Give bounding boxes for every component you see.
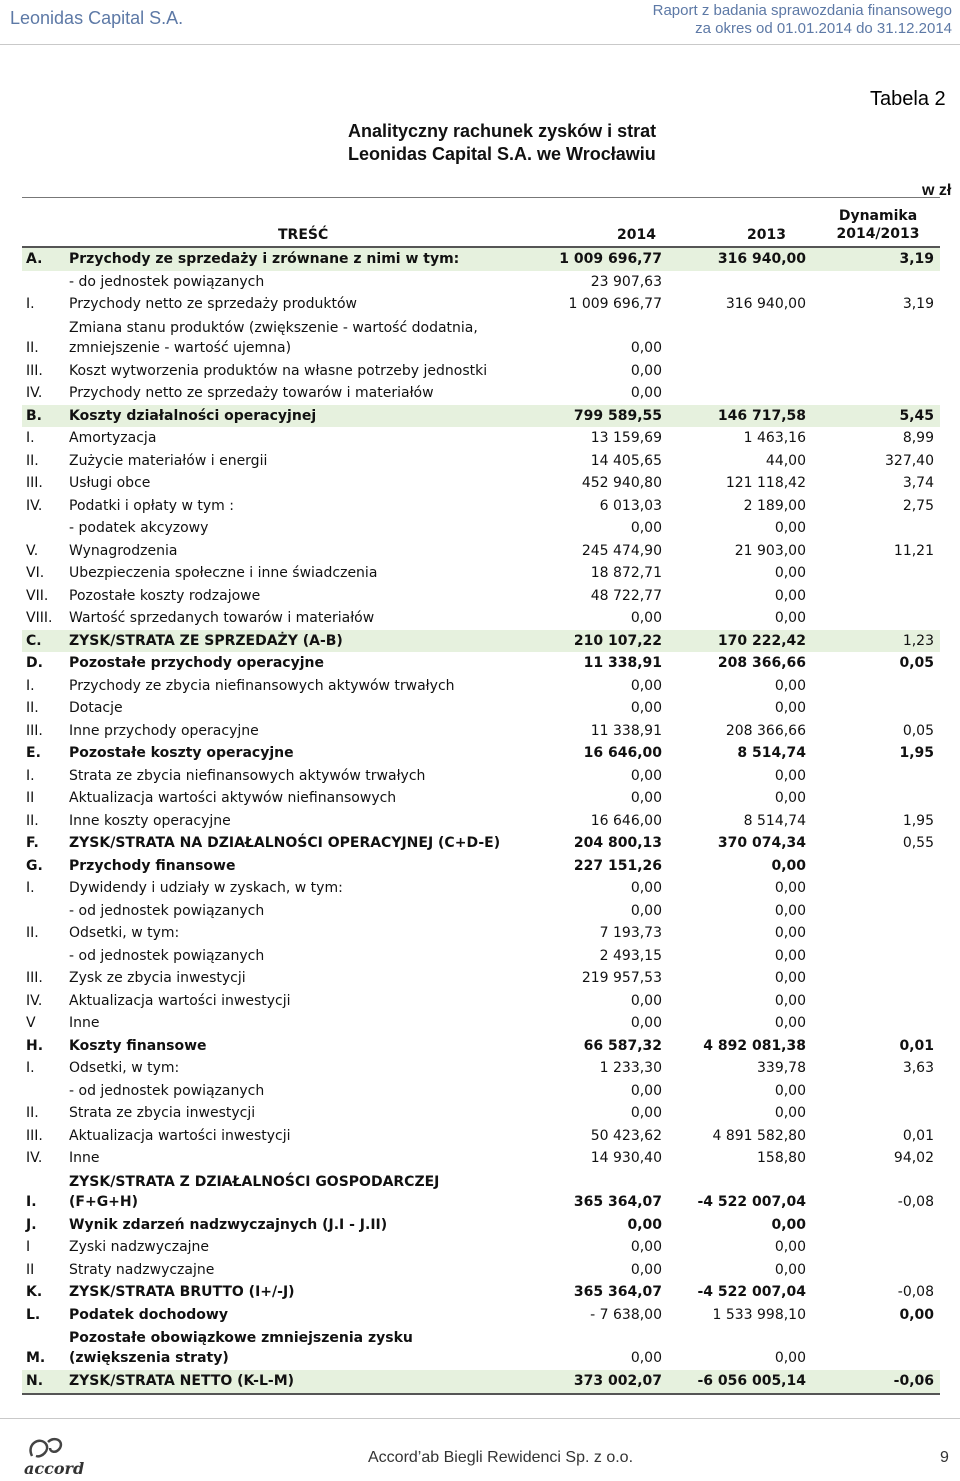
value-2014: 13 159,69 [590,430,662,446]
row-label: Przychody netto ze sprzedaży towarów i materiałów [69,385,434,401]
row-number: G. [26,857,43,874]
row-number: I. [26,430,35,446]
row-number: I. [26,1060,35,1076]
value-2014: 365 364,07 [573,1193,662,1210]
value-2013: 0,00 [774,1239,806,1255]
value-2013: -6 056 005,14 [697,1373,806,1389]
row-label: ZYSK/STRATA Z DZIAŁALNOŚCI GOSPODARCZEJ (F+G+H) [69,1173,440,1210]
row-number: III. [26,1127,43,1144]
table-row [22,1080,940,1103]
table-row [22,360,940,383]
row-number: H. [26,1037,44,1054]
table-row [22,855,940,878]
row-label: - podatek akcyzowy [69,520,209,536]
row-number: I. [26,880,35,896]
row-label: Inne [69,1015,100,1031]
table-row [22,382,940,405]
value-2013: 0,00 [774,700,806,716]
table-row [22,495,940,518]
table-row [22,248,940,271]
value-2013: 121 118,42 [725,475,806,491]
value-2013: 0,00 [774,1350,806,1366]
value-dynamika: 0,00 [899,1306,934,1323]
value-2014: 0,00 [630,1082,662,1099]
value-2014: 23 907,63 [590,273,662,290]
value-2014: 0,00 [630,767,662,784]
value-2013: 1 463,16 [743,430,806,446]
row-number: III. [26,475,43,491]
table-row [22,585,940,608]
row-label: Koszty działalności operacyjnej [69,407,317,424]
report-title [653,2,952,38]
value-dynamika: 0,01 [899,1037,934,1054]
value-2013: 0,00 [774,565,806,581]
row-number: V [26,1015,36,1031]
row-label: Amortyzacja [69,430,157,446]
table-row [22,787,940,810]
row-number: D. [26,655,43,671]
table-number: Tabela 2 [870,88,946,110]
table-row [22,697,940,720]
value-dynamika: 327,40 [885,452,934,469]
value-2014: 365 364,07 [573,1284,662,1300]
value-2014: 373 002,07 [573,1373,662,1389]
table-row [22,1012,940,1035]
row-label: Wynik zdarzeń nadzwyczajnych (J.I - J.II) [69,1216,388,1233]
row-label: Przychody finansowe [69,857,236,874]
row-label: Strata ze zbycia inwestycji [69,1105,256,1121]
value-2014: 7 193,73 [599,925,662,941]
row-number: B. [26,407,42,424]
value-2014: 0,00 [630,339,662,356]
value-dynamika: 3,19 [899,251,934,267]
value-2014: - 7 638,00 [590,1306,662,1323]
row-number: F. [26,835,39,851]
table-body [22,248,940,1395]
table-row [22,810,940,833]
value-2014: 48 722,77 [590,587,662,604]
value-2013: 0,00 [774,587,806,604]
table-row [22,562,940,585]
row-label: Aktualizacja wartości inwestycji [69,992,291,1009]
value-dynamika: 3,63 [902,1060,934,1076]
value-2014: 18 872,71 [590,565,662,581]
table-row [22,405,940,428]
table-row [22,450,940,473]
row-number: L. [26,1306,41,1323]
row-label: Wynagrodzenia [69,542,178,559]
row-number: II [26,790,35,806]
value-2014: 0,00 [630,1105,662,1121]
value-2014: 14 930,40 [590,1150,662,1166]
report-title-line1: Raport z badania sprawozdania finansowego [652,2,952,19]
value-dynamika: -0,08 [897,1284,934,1300]
row-label: Koszty finansowe [69,1037,207,1054]
value-2013: 158,80 [757,1150,806,1166]
value-2014: 1 009 696,77 [559,251,662,267]
row-label: Aktualizacja wartości aktywów niefinansowych [69,790,397,806]
table-row [22,675,940,698]
value-2014: 11 338,91 [590,722,662,739]
table-row [22,540,940,563]
row-label: Dotacje [69,700,123,716]
row-number: III. [26,970,43,986]
row-number: IV. [26,1150,43,1166]
value-2013: 316 940,00 [717,251,806,267]
value-2013: 0,00 [774,677,806,694]
value-2013: 0,00 [774,1261,806,1278]
value-2014: 50 423,62 [590,1127,662,1144]
value-2013: -4 522 007,04 [697,1193,806,1210]
row-label: ZYSK/STRATA BRUTTO (I+/-J) [69,1284,295,1300]
value-2013: 8 514,74 [743,812,806,829]
row-label: - od jednostek powiązanych [69,902,265,919]
svg-text:accord: accord [24,1459,85,1478]
value-2014: 16 646,00 [590,812,662,829]
value-2013: 44,00 [765,452,806,469]
value-2014: 6 013,03 [599,497,662,514]
value-2013: 0,00 [774,520,806,536]
value-2014: 0,00 [630,610,662,626]
row-label: Ubezpieczenia społeczne i inne świadczenia [69,565,378,581]
value-2013: 0,00 [774,767,806,784]
row-number: IV. [26,497,43,514]
table-row [22,1281,940,1304]
row-label: Usługi obce [69,475,151,491]
row-number: I. [26,767,35,784]
value-dynamika: 5,45 [899,407,934,424]
table-row [22,1236,940,1259]
row-label: Zmiana stanu produktów (zwiększenie - wartość dodatnia, zmniejszenie - wartość ujemna) [69,319,478,356]
header-dynamika-line1: Dynamika [838,208,918,224]
row-number: VIII. [26,610,53,626]
table-row [22,472,940,495]
value-dynamika: 1,23 [902,632,934,649]
value-dynamika: 0,01 [902,1127,934,1144]
row-number: II. [26,812,39,829]
table-row [22,271,940,294]
row-label: Odsetki, w tym: [69,925,180,941]
value-2014: 0,00 [630,677,662,694]
value-2014: 799 589,55 [573,407,662,424]
value-2014: 210 107,22 [573,632,662,649]
row-label: Pozostałe obowiązkowe zmniejszenia zysku (zwiększenia straty) [69,1330,413,1366]
table-row [22,1125,940,1148]
row-number: VI. [26,565,45,581]
row-label: - od jednostek powiązanych [69,947,265,964]
row-label: ZYSK/STRATA ZE SPRZEDAŻY (A-B) [69,632,343,649]
row-label: Odsetki, w tym: [69,1060,180,1076]
row-label: Koszt wytworzenia produktów na własne potrzeby jednostki [69,362,488,379]
value-dynamika: 3,19 [902,296,934,312]
row-label: Podatki i opłaty w tym : [69,497,234,514]
currency-unit: w zł [922,182,952,199]
row-number: II [26,1261,35,1278]
row-label: Przychody netto ze sprzedaży produktów [69,296,357,312]
table-row [22,720,940,743]
table-row [22,832,940,855]
value-2013: 370 074,34 [717,835,806,851]
table-row [22,990,940,1013]
value-2014: 0,00 [630,1015,662,1031]
value-2014: 0,00 [630,1261,662,1278]
value-dynamika: 2,75 [902,497,934,514]
value-2014: 0,00 [630,385,662,401]
accord-logo [20,1432,90,1478]
row-number: I. [26,296,35,312]
row-label: Pozostałe przychody operacyjne [69,655,324,671]
row-label: Zużycie materiałów i energii [69,452,268,469]
title-line1: Analityczny rachunek zysków i strat [348,121,657,141]
value-2014: 0,00 [630,902,662,919]
table-row [22,1057,940,1080]
value-dynamika: 0,05 [899,655,934,671]
value-2013: 0,00 [774,1105,806,1121]
value-2014: 0,00 [627,1216,662,1233]
row-number: J. [26,1216,37,1233]
value-2013: 0,00 [774,610,806,626]
table-row [22,1102,940,1125]
value-2013: 208 366,66 [717,655,806,671]
row-label: Zysk ze zbycia inwestycji [69,970,246,986]
row-number: III. [26,722,43,739]
value-2013: 0,00 [774,1015,806,1031]
value-2014: 11 338,91 [583,655,662,671]
table-row [22,765,940,788]
value-2014: 0,00 [630,362,662,379]
value-2014: 1 233,30 [599,1060,662,1076]
table-row [22,742,940,765]
table-row [22,922,940,945]
row-label: Przychody ze sprzedaży i zrównane z nimi w tym: [69,251,460,267]
value-dynamika: 3,74 [902,475,934,491]
header-2014: 2014 [617,227,656,243]
table-row [22,607,940,630]
value-dynamika: 8,99 [902,430,934,446]
row-label: Zyski nadzwyczajne [69,1239,210,1255]
value-2013: 8 514,74 [737,745,806,761]
value-2013: 0,00 [774,1082,806,1099]
row-label: Dywidendy i udziały w zyskach, w tym: [69,880,343,896]
value-dynamika: 1,95 [899,745,934,761]
value-2013: 170 222,42 [717,632,806,649]
value-dynamika: 1,95 [902,812,934,829]
value-dynamika: 0,05 [902,722,934,739]
company-name: Leonidas Capital S.A. [10,8,184,28]
row-number: II. [26,700,39,716]
document-title [260,120,750,166]
value-2013: 1 533 998,10 [712,1306,806,1323]
table-row [22,1035,940,1058]
value-2014: 66 587,32 [583,1037,662,1054]
income-statement-table [22,197,940,1395]
table-row [22,1259,940,1282]
row-number: IV. [26,385,43,401]
table-row [22,967,940,990]
value-2013: 0,00 [774,880,806,896]
value-2013: 4 891 582,80 [712,1127,806,1144]
row-number: I. [26,1193,37,1210]
value-2014: 1 009 696,77 [568,296,662,312]
table-row [22,427,940,450]
row-number: II. [26,339,39,356]
row-number: K. [26,1284,43,1300]
value-2014: 0,00 [630,520,662,536]
value-2014: 14 405,65 [590,452,662,469]
value-2014: 0,00 [630,700,662,716]
row-number: N. [26,1373,44,1389]
table-row [22,900,940,923]
value-2013: 21 903,00 [734,542,806,559]
value-2013: 4 892 081,38 [703,1037,806,1054]
row-label: Aktualizacja wartości inwestycji [69,1127,291,1144]
header-2013: 2013 [747,227,786,243]
value-2013: 0,00 [774,970,806,986]
header-dynamika-line2: 2014/2013 [836,226,920,242]
row-label: - od jednostek powiązanych [69,1082,265,1099]
value-2013: 0,00 [771,857,806,874]
row-number: M. [26,1350,46,1366]
row-number: A. [26,251,43,267]
table-row [22,1170,940,1214]
value-2014: 16 646,00 [583,745,662,761]
value-dynamika: 94,02 [893,1150,934,1166]
value-2013: 0,00 [771,1216,806,1233]
row-label: Strata ze zbycia niefinansowych aktywów trwałych [69,767,426,784]
value-2013: 0,00 [774,790,806,806]
row-number: III. [26,362,43,379]
value-2014: 245 474,90 [581,542,662,559]
row-label: ZYSK/STRATA NETTO (K-L-M) [69,1373,295,1389]
value-2013: 0,00 [774,992,806,1009]
table-row [22,945,940,968]
row-number: IV. [26,992,43,1009]
row-label: Inne przychody operacyjne [69,722,259,739]
row-number: C. [26,632,42,649]
table-row [22,1147,940,1170]
value-2013: 339,78 [757,1060,806,1076]
table-header [22,197,940,248]
page-number: 9 [940,1449,949,1466]
value-2014: 0,00 [630,790,662,806]
row-number: V. [26,542,39,559]
report-title-line2: za okres od 01.01.2014 do 31.12.2014 [695,20,952,37]
row-label: Inne koszty operacyjne [69,812,231,829]
row-label: Pozostałe koszty operacyjne [69,745,294,761]
row-label: Inne [69,1150,100,1166]
row-label: ZYSK/STRATA NA DZIAŁALNOŚCI OPERACYJNEJ (C+D-E) [69,835,501,851]
table-row [22,1326,940,1370]
value-2014: 0,00 [630,1350,662,1366]
row-number: I [26,1239,31,1255]
row-number: II. [26,1105,39,1121]
value-2013: -4 522 007,04 [697,1284,806,1300]
footer-divider [0,1418,960,1419]
table-row [22,652,940,675]
value-2013: 146 717,58 [717,407,806,424]
value-2014: 0,00 [630,880,662,896]
value-2013: 316 940,00 [725,296,806,312]
table-row [22,1304,940,1327]
value-2014: 452 940,80 [581,475,662,491]
header-dynamika [818,207,938,243]
title-line2: Leonidas Capital S.A. we Wrocławiu [348,144,656,164]
row-label: Pozostałe koszty rodzajowe [69,587,261,604]
value-2013: 0,00 [774,902,806,919]
value-dynamika: -0,08 [897,1193,934,1210]
value-2013: 2 189,00 [743,497,806,514]
value-2014: 204 800,13 [573,835,662,851]
row-label: Straty nadzwyczajne [69,1261,215,1278]
row-number: E. [26,745,41,761]
table-row [22,293,940,316]
value-dynamika: 0,55 [902,835,934,851]
value-2013: 0,00 [774,947,806,964]
row-number: I. [26,677,35,694]
table-row [22,316,940,360]
row-label: Wartość sprzedanych towarów i materiałów [69,610,375,626]
row-label: - do jednostek powiązanych [69,273,265,290]
page-header [0,0,960,45]
table-row [22,1214,940,1237]
value-2013: 0,00 [774,925,806,941]
value-2014: 0,00 [630,1239,662,1255]
row-number: II. [26,452,39,469]
table-row [22,877,940,900]
value-2014: 219 957,53 [581,970,662,986]
row-number: II. [26,925,39,941]
value-dynamika: 11,21 [893,542,934,559]
row-number: VII. [26,587,49,604]
row-label: Przychody ze zbycia niefinansowych aktywów trwałych [69,677,455,694]
row-label: Podatek dochodowy [69,1306,228,1323]
table-row [22,630,940,653]
table-row [22,517,940,540]
header-tresc: TREŚĆ [278,227,329,243]
value-2014: 0,00 [630,992,662,1009]
footer-company: Accord’ab Biegli Rewidenci Sp. z o.o. [368,1449,634,1466]
value-2013: 208 366,66 [725,722,806,739]
value-2014: 227 151,26 [573,857,662,874]
table-row [22,1370,940,1395]
value-dynamika: -0,06 [893,1373,934,1389]
value-2014: 2 493,15 [599,947,662,964]
